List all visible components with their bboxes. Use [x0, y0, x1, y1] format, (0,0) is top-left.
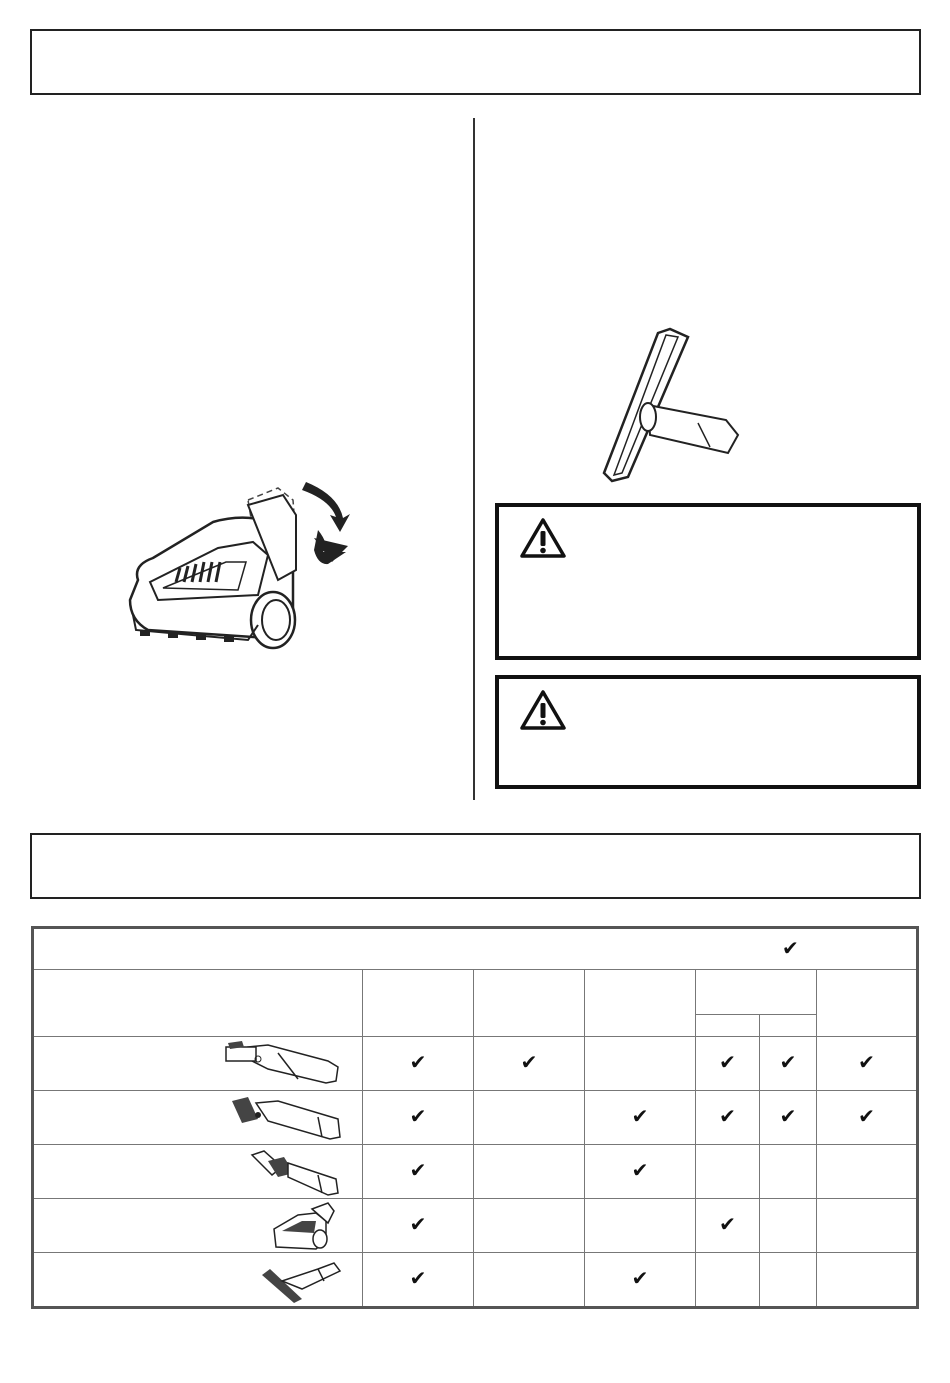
tool-cell-turbo-brush [33, 1199, 363, 1253]
attachment-usage-table [31, 926, 919, 1309]
header-cell-col6 [817, 970, 918, 1037]
tool-cell-combination-brush [33, 1037, 363, 1091]
header-cell-col4-group [696, 970, 817, 1015]
table-row [33, 1037, 918, 1091]
turbo-brush-illustration [118, 470, 368, 670]
header-cell-tool [33, 970, 363, 1037]
cell-r5-c4 [696, 1253, 760, 1308]
cell-r5-c1: ✔ [363, 1253, 474, 1308]
cell-r3-c4 [696, 1145, 760, 1199]
header-cell-col1 [363, 970, 474, 1037]
cell-r1-c5: ✔ [760, 1037, 817, 1091]
warning-box-2 [495, 675, 921, 789]
combination-brush-tool-icon [218, 1039, 348, 1089]
header-cell-col5 [760, 1015, 817, 1037]
dusting-brush-tool-icon [228, 1093, 348, 1143]
cell-r4-c5 [760, 1199, 817, 1253]
cell-r4-c3 [585, 1199, 696, 1253]
column-divider [473, 118, 475, 800]
cell-r3-c1: ✔ [363, 1145, 474, 1199]
cell-r3-c5 [760, 1145, 817, 1199]
table-title-cell [33, 928, 918, 970]
tool-cell-upholstery [33, 1253, 363, 1308]
cell-r1-c3 [585, 1037, 696, 1091]
crevice-tool-icon [248, 1147, 348, 1197]
warning-triangle-icon [519, 689, 567, 736]
cell-r1-c2: ✔ [474, 1037, 585, 1091]
header-cell-col3 [585, 970, 696, 1037]
table-title-row [33, 928, 918, 970]
cell-r2-c2 [474, 1091, 585, 1145]
table-row [33, 1253, 918, 1308]
cell-r1-c6: ✔ [817, 1037, 918, 1091]
cell-r5-c2 [474, 1253, 585, 1308]
cell-r1-c4: ✔ [696, 1037, 760, 1091]
cell-r2-c3: ✔ [585, 1091, 696, 1145]
table-header-row [33, 970, 918, 1015]
section-header-bottom [30, 833, 921, 899]
warning-box-1 [495, 503, 921, 660]
cell-r4-c4: ✔ [696, 1199, 760, 1253]
cell-r3-c2 [474, 1145, 585, 1199]
cell-r3-c3: ✔ [585, 1145, 696, 1199]
cell-r2-c6: ✔ [817, 1091, 918, 1145]
cell-r5-c3: ✔ [585, 1253, 696, 1308]
cell-r2-c5: ✔ [760, 1091, 817, 1145]
warning-triangle-icon [519, 517, 567, 564]
table-row [33, 1199, 918, 1253]
tool-cell-dusting-brush [33, 1091, 363, 1145]
table-row [33, 1091, 918, 1145]
header-cell-col4 [696, 1015, 760, 1037]
cell-r4-c2 [474, 1199, 585, 1253]
turbo-brush-tool-icon [268, 1201, 348, 1251]
legend-check-icon: ✔ [782, 937, 799, 960]
cell-r4-c1: ✔ [363, 1199, 474, 1253]
tool-cell-crevice [33, 1145, 363, 1199]
header-cell-col2 [474, 970, 585, 1037]
section-header-top [30, 29, 921, 95]
cell-r1-c1: ✔ [363, 1037, 474, 1091]
cell-r3-c6 [817, 1145, 918, 1199]
upholstery-tool-illustration [598, 325, 758, 495]
table-row [33, 1145, 918, 1199]
cell-r2-c1: ✔ [363, 1091, 474, 1145]
cell-r4-c6 [817, 1199, 918, 1253]
cell-r5-c6 [817, 1253, 918, 1308]
cell-r2-c4: ✔ [696, 1091, 760, 1145]
cell-r5-c5 [760, 1253, 817, 1308]
upholstery-tool-icon [258, 1255, 348, 1305]
